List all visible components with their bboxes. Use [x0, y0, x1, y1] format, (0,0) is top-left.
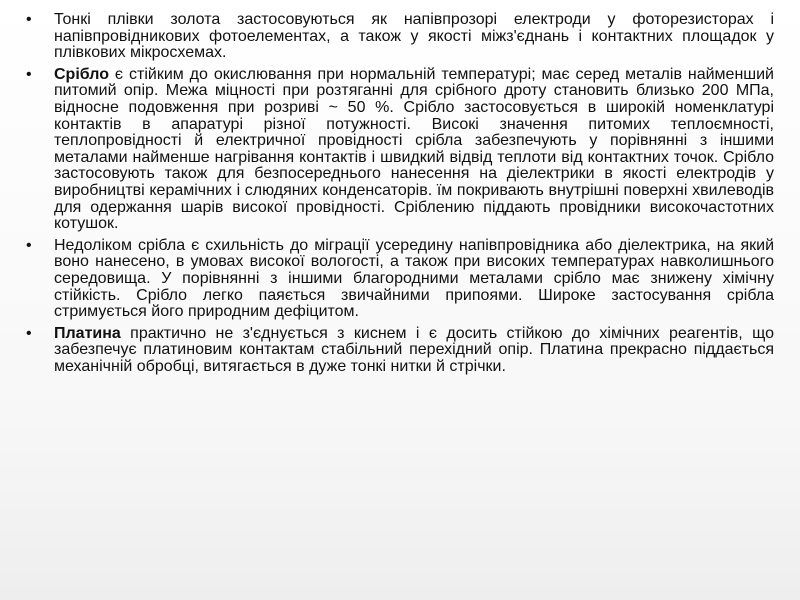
- bullet-platinum: [22, 326, 774, 376]
- bullet-text: Недоліком срібла є схильність до міграції усередину напівпровідника або діелектрика, на який воно нанесено, в умовах високої вологості, а також при високих температурах навколишнього середовища. У порівнянні з іншими благородними металами срібло має знижену хімічну стійкість. Срібло легко паяється звичайними припоями. Широке застосування срібла стримується його природним дефіцитом.: [54, 236, 774, 321]
- bullet-term-silver: Срібло: [54, 65, 109, 83]
- bullet-silver-drawbacks: [22, 238, 774, 321]
- bullet-text: Тонкі плівки золота застосовуються як напівпрозорі електроди у фоторезисторах і напівпровідникових фотоелементах, а також у якості міжз'єднань і контактних площадок у плівкових мікросхемах.: [54, 11, 774, 62]
- bullet-list: [22, 12, 774, 375]
- slide-body: [22, 12, 774, 380]
- bullet-text: є стійким до окислювання при нормальній температурі; має серед металів найменший питомий опір. Межа міцності при розтяганні для срібного дроту становить близько 200 МПа, відносне подовження при розриві ~ 50 %. Срібло застосовується в широкій номенклатурі контактів в апаратурі різної потужності. Високі значення питомих теплоємності, теплопровідності й електричної провідності срібла забезпечують у порівнянні з іншими металами найменше нагрівання контактів і швидкий відвід теплоти від контактних точок. Срібло застосовують також для безпосереднього нанесення на діелектрики в якості електродів у виробництві керамічних і слюдяних конденсаторів. їм покривають внутрішні поверхні хвилеводів для одержання шарів високої провідності. Сріблению піддають провідники високочастотних котушок.: [54, 65, 774, 233]
- bullet-silver-properties: [22, 67, 774, 233]
- bullet-term-platinum: Платина: [54, 324, 121, 342]
- bullet-text: практично не з'єднується з киснем і є досить стійкою до хімічних реагентів, що забезпечує платиновим контактам стабільний перехідний опір. Платина прекрасно піддається механічній обробці, витягається в дуже тонкі нитки й стрічки.: [54, 324, 774, 375]
- bullet-gold-films: [22, 12, 774, 62]
